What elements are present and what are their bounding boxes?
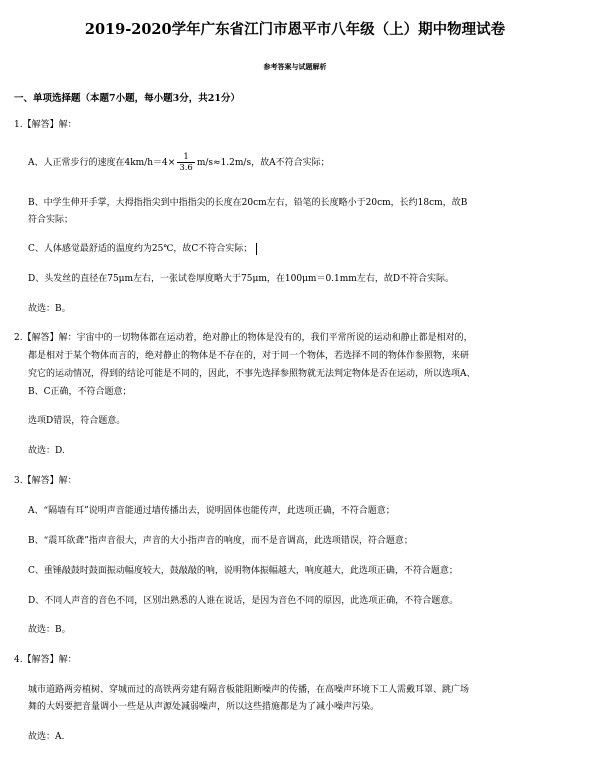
q1-option-c-text: C、人体感觉最舒适的温度约为25℃，故C不符合实际； bbox=[28, 244, 253, 254]
q1-option-a-text-pre: A、人正常步行的速度在4km/h＝4× bbox=[28, 158, 176, 168]
fraction bbox=[177, 152, 195, 173]
q3-option-a: A、“隔墙有耳”说明声音能通过墙传播出去，说明固体也能传声，此选项正确，不符合题意； bbox=[28, 506, 395, 516]
fraction-numerator: 1 bbox=[177, 152, 195, 163]
q4-line2: 舞的大妈要把音量调小一些是从声源处减弱噪声，所以这些措施都是为了减小噪声污染。 bbox=[28, 702, 380, 712]
page-subtitle: 参考答案与试题解析 bbox=[263, 62, 327, 71]
q1-option-a bbox=[28, 152, 330, 173]
q2-line1: 2.【解答】解：宇宙中的一切物体都在运动着，绝对静止的物体是没有的，我们平常所说的运动和静止都是相对的， bbox=[14, 333, 473, 343]
q1-option-c bbox=[28, 240, 257, 258]
q3-option-c: C、重锤敲鼓时鼓面振动幅度较大，鼓敲敲的响，说明物体振幅越大，响度越大，此选项正确，不符合题意； bbox=[28, 566, 458, 576]
q1-option-b-line2: 符合实际； bbox=[28, 215, 74, 225]
q1-option-d: D、头发丝的直径在75μm左右，一张试卷厚度略大于75μm，在100μm＝0.1mm左右，故D不符合实际。 bbox=[28, 274, 455, 284]
q2-line4: B、C正确，不符合题意； bbox=[28, 387, 132, 397]
q2-line3: 究它的运动情况，得到的结论可能是不同的，因此，不事先选择参照物就无法判定物体是否在运动，所以选项A、 bbox=[28, 369, 476, 379]
q3-heading: 3.【解答】解： bbox=[14, 476, 77, 486]
q2-line5: 选项D错误，符合题意。 bbox=[28, 416, 126, 426]
q4-line1: 城市道路两旁植树、穿城而过的高铁两旁建有隔音板能阻断噪声的传播，在高噪声环境下工人需戴耳罩、跳广场 bbox=[28, 685, 470, 695]
q2-answer: 故选：D. bbox=[28, 446, 65, 456]
q4-heading: 4.【解答】解： bbox=[14, 655, 77, 665]
q1-option-a-text-post: m/s≈1.2m/s，故A不符合实际； bbox=[196, 158, 330, 168]
q3-answer: 故选：B。 bbox=[28, 625, 71, 635]
text-cursor bbox=[256, 243, 257, 255]
q3-option-d: D、不同人声音的音色不同，区别出熟悉的人谁在说话，是因为音色不同的原因，此选项正确，不符合题意。 bbox=[28, 596, 459, 606]
fraction-denominator: 3.6 bbox=[179, 163, 193, 173]
q3-option-b: B、“震耳欲聋”指声音很大，声音的大小指声音的响度，而不是音调高，此选项错误，符合题意； bbox=[28, 536, 413, 546]
q1-heading: 1.【解答】解： bbox=[14, 120, 77, 130]
section-heading: 一、单项选择题（本题7小题，每小题3分，共21分） bbox=[14, 93, 240, 104]
q1-answer: 故选：B。 bbox=[28, 304, 71, 314]
q2-line2: 都是相对于某个物体而言的，绝对静止的物体是不存在的，对于同一个物体，若选择不同的物体作参照物，来研 bbox=[28, 351, 470, 361]
page-title: 2019-2020学年广东省江门市恩平市八年级（上）期中物理试卷 bbox=[84, 21, 506, 38]
q1-option-b-line1: B、中学生伸开手掌，大拇指指尖到中指指尖的长度在20cm左右，铅笔的长度略小于20cm，长约18cm，故B bbox=[28, 198, 468, 208]
q4-answer: 故选：A. bbox=[28, 732, 65, 742]
